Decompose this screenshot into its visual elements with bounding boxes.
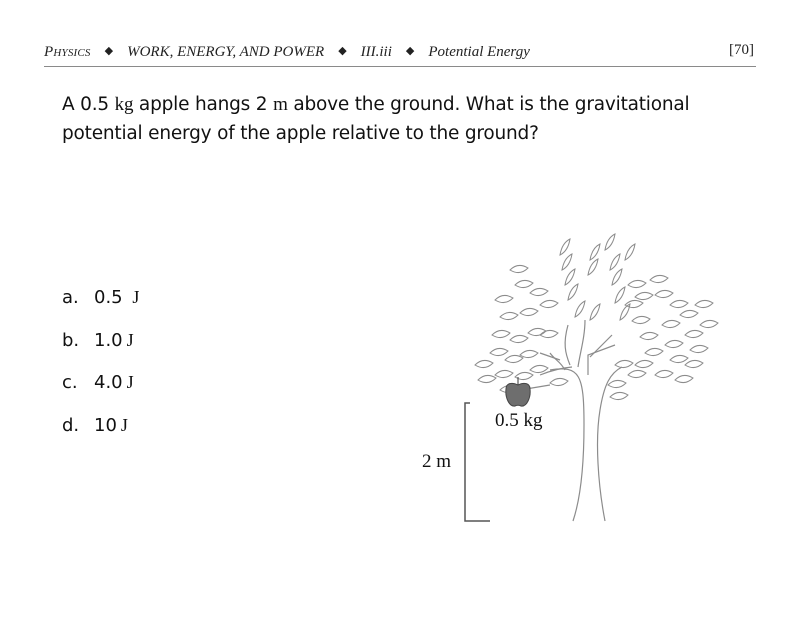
option-d[interactable] [62,415,139,458]
option-value: 4.0 [94,372,123,393]
breadcrumb [44,44,530,61]
question-part: apple hangs 2 [133,94,274,115]
height-label: 2 m [422,451,452,472]
page-header [44,40,756,67]
option-a[interactable] [62,287,139,330]
option-b[interactable] [62,330,139,373]
option-unit: J [126,329,134,350]
mass-unit: kg [114,94,134,115]
question-text [62,90,762,148]
tree-illustration-icon [400,225,730,535]
question-part: above the ground. What is the gravitational potential energy of the apple relative to the ground? [62,94,690,144]
option-value: 10 [94,414,117,436]
separator-icon: ◆ [405,45,415,57]
separator-icon: ◆ [104,45,114,57]
unit-label: WORK, ENERGY, AND POWER [127,44,325,60]
mass-label: 0.5 kg [495,410,543,431]
subject-label: Physics [44,44,91,60]
option-letter: d. [62,414,80,436]
option-letter: c. [62,372,78,393]
tree-leaves [475,234,718,400]
topic-label: Potential Energy [428,44,530,60]
option-value: 1.0 [94,329,123,351]
answer-options [62,287,139,457]
question-part: A 0.5 [62,94,115,115]
section-label: III.iii [360,44,392,60]
tree-figure [400,225,730,535]
height-bracket [465,403,490,521]
page-number: [70] [729,42,754,58]
length-unit: m [273,94,288,115]
option-unit: J [126,372,134,392]
option-letter: a. [62,287,79,308]
apple-icon [506,377,530,406]
option-unit: J [132,287,140,307]
separator-icon: ◆ [338,45,347,57]
option-unit: J [120,414,128,435]
option-value: 0.5 [94,287,129,308]
option-letter: b. [62,329,80,351]
option-c[interactable] [62,372,139,415]
